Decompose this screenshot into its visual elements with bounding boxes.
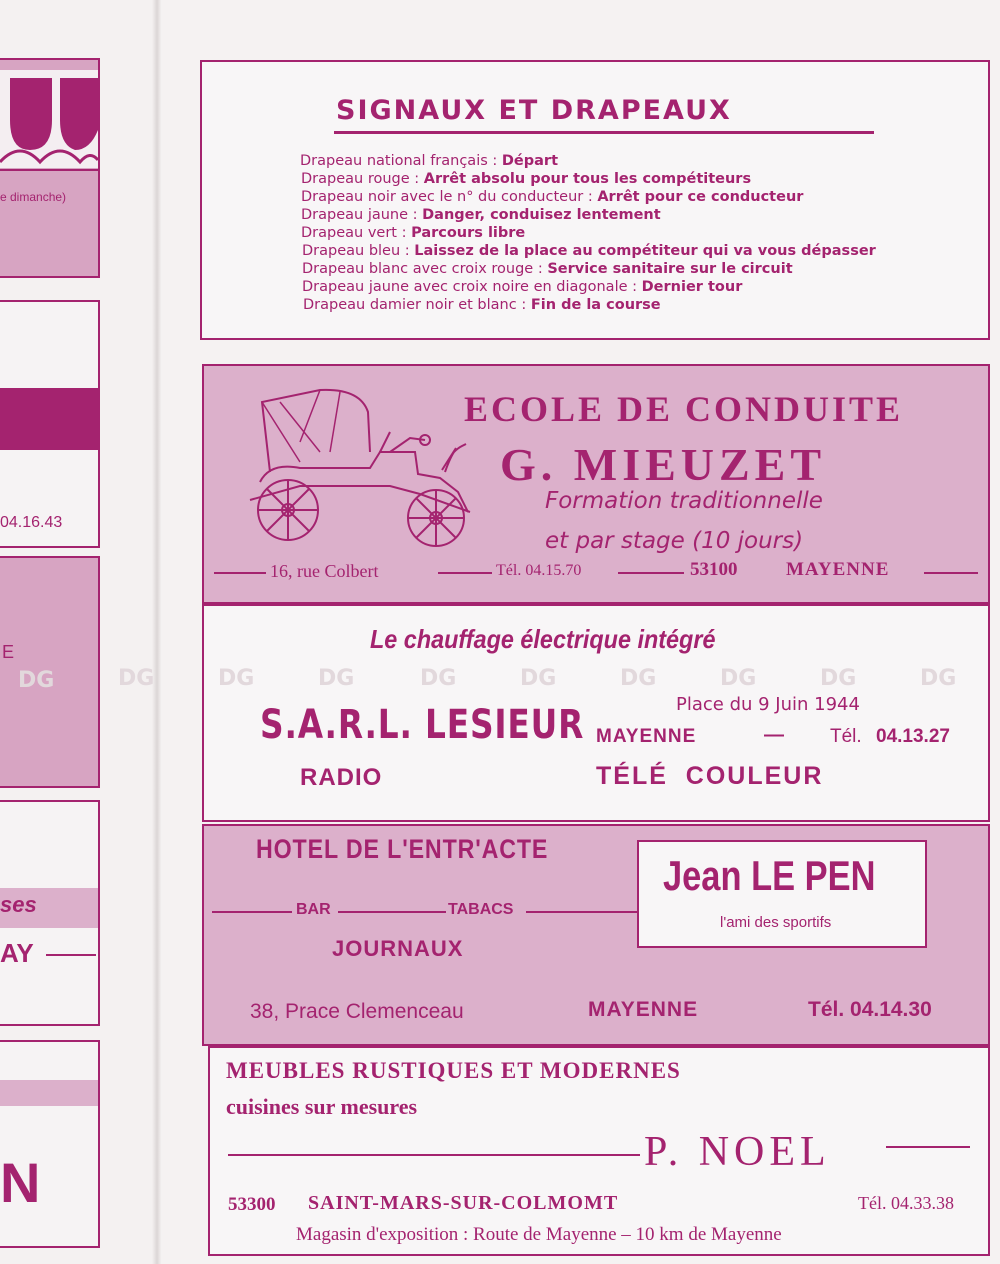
ecole-heading: ECOLE DE CONDUITE — [464, 389, 904, 429]
ecole-name: G. MIEUZET — [500, 439, 827, 490]
ecole-rule-3 — [618, 572, 684, 574]
noel-tel: Tél. 04.33.38 — [858, 1193, 954, 1213]
watermark-dg: DG — [720, 666, 757, 691]
flag-item: Drapeau national français : Départ — [300, 153, 559, 169]
watermark-dg: DG — [820, 666, 857, 691]
hotel-rule-1 — [212, 911, 292, 913]
hotel-bar: BAR — [296, 901, 331, 918]
left-n-fragment: N — [0, 1151, 41, 1214]
left-ay-fragment: AY — [0, 938, 34, 968]
ecole-line1: Formation traditionnelle — [545, 488, 823, 514]
noel-name: P. NOEL — [644, 1129, 831, 1175]
ecole-tel: Tél. 04.15.70 — [496, 562, 582, 579]
signaux-title-underline — [334, 131, 874, 134]
flag-item: Drapeau vert : Parcours libre — [301, 225, 526, 241]
watermark-dg: DG — [420, 666, 457, 691]
left-box-2 — [0, 300, 100, 548]
hotel-rule-2 — [338, 911, 446, 913]
watermark-dg: DG — [620, 666, 657, 691]
page-fold — [152, 0, 162, 1264]
hotel-tel: Tél. 04.14.30 — [808, 998, 932, 1021]
hotel-address: 38, Prace Clemenceau — [250, 1000, 464, 1023]
left-box-5 — [0, 1040, 100, 1248]
hotel-city: MAYENNE — [588, 998, 699, 1021]
ecole-rule-2 — [438, 572, 492, 574]
vintage-car-illustration — [240, 382, 480, 552]
flag-item: Drapeau noir avec le n° du conducteur : Arrêt pour ce conducteur — [301, 189, 804, 205]
lesieur-city: MAYENNE — [596, 726, 697, 747]
signaux-title: SIGNAUX ET DRAPEAUX — [336, 95, 732, 126]
lesieur-tel-label: Tél. — [830, 726, 862, 747]
noel-line2: cuisines sur mesures — [226, 1094, 418, 1119]
left-solid-band — [0, 388, 98, 450]
lesieur-slogan: Le chauffage électrique intégré — [370, 624, 716, 654]
left-box-3 — [0, 556, 100, 788]
left-ay-line — [46, 954, 96, 956]
lesieur-tele: TÉLÉ COULEUR — [596, 762, 824, 790]
watermark-dg: DG — [520, 666, 557, 691]
lesieur-dash: — — [764, 724, 784, 746]
left-pink-band-2 — [0, 1080, 98, 1106]
flag-item: Drapeau blanc avec croix rouge : Service sanitaire sur le circuit — [302, 261, 793, 277]
left-dimanche-text: e dimanche) — [0, 190, 67, 204]
lesieur-tel: 04.13.27 — [876, 726, 950, 747]
hotel-owner-tagline: l'ami des sportifs — [720, 914, 832, 931]
noel-line1: MEUBLES RUSTIQUES ET MODERNES — [226, 1058, 681, 1083]
noel-town: SAINT-MARS-SUR-COLMOMT — [308, 1192, 619, 1214]
ecole-line2: et par stage (10 jours) — [545, 528, 804, 554]
ecole-postcode: 53100 — [690, 559, 738, 580]
watermark-dg: DG — [318, 666, 355, 691]
noel-postcode: 53300 — [228, 1194, 276, 1215]
left-box-4 — [0, 800, 100, 1026]
watermark-dg: DG — [218, 666, 255, 691]
flag-item: Drapeau bleu : Laissez de la place au compétiteur qui va vous dépasser — [302, 243, 876, 259]
noel-footer: Magasin d'exposition : Route de Mayenne – 10 km de Mayenne — [296, 1224, 782, 1245]
hotel-tabacs: TABACS — [448, 901, 514, 918]
watermark-dg: DG — [118, 666, 155, 691]
lesieur-name: S.A.R.L. LESIEUR — [260, 702, 585, 748]
left-e-fragment: E — [2, 642, 15, 662]
left-watermark: DG — [18, 668, 55, 693]
ecole-address: 16, rue Colbert — [270, 561, 379, 581]
watermark-dg: DG — [920, 666, 957, 691]
left-box-1 — [0, 58, 100, 278]
lesieur-radio: RADIO — [300, 764, 383, 791]
hotel-owner: Jean LE PEN — [663, 852, 876, 899]
left-ses-fragment: ses — [0, 892, 37, 917]
flag-item: Drapeau rouge : Arrêt absolu pour tous les compétiteurs — [301, 171, 752, 187]
flag-item: Drapeau damier noir et blanc : Fin de la course — [303, 297, 661, 313]
lesieur-place: Place du 9 Juin 1944 — [676, 694, 860, 715]
noel-rule-right — [886, 1146, 970, 1148]
hotel-rule-3 — [526, 911, 638, 913]
ecole-city: MAYENNE — [786, 559, 890, 580]
sunglasses-graphic — [0, 70, 98, 190]
flag-list — [300, 152, 876, 314]
ecole-rule-4 — [924, 572, 978, 574]
noel-rule-left — [228, 1154, 640, 1156]
flag-item: Drapeau jaune : Danger, conduisez lentement — [301, 207, 661, 223]
left-tel-fragment: 04.16.43 — [0, 514, 63, 531]
flag-item: Drapeau jaune avec croix noire en diagonale : Dernier tour — [302, 279, 743, 295]
ecole-rule-1 — [214, 572, 266, 574]
left-page-strip — [0, 0, 160, 1264]
hotel-name: HOTEL DE L'ENTR'ACTE — [256, 834, 549, 864]
hotel-journaux: JOURNAUX — [332, 936, 464, 961]
